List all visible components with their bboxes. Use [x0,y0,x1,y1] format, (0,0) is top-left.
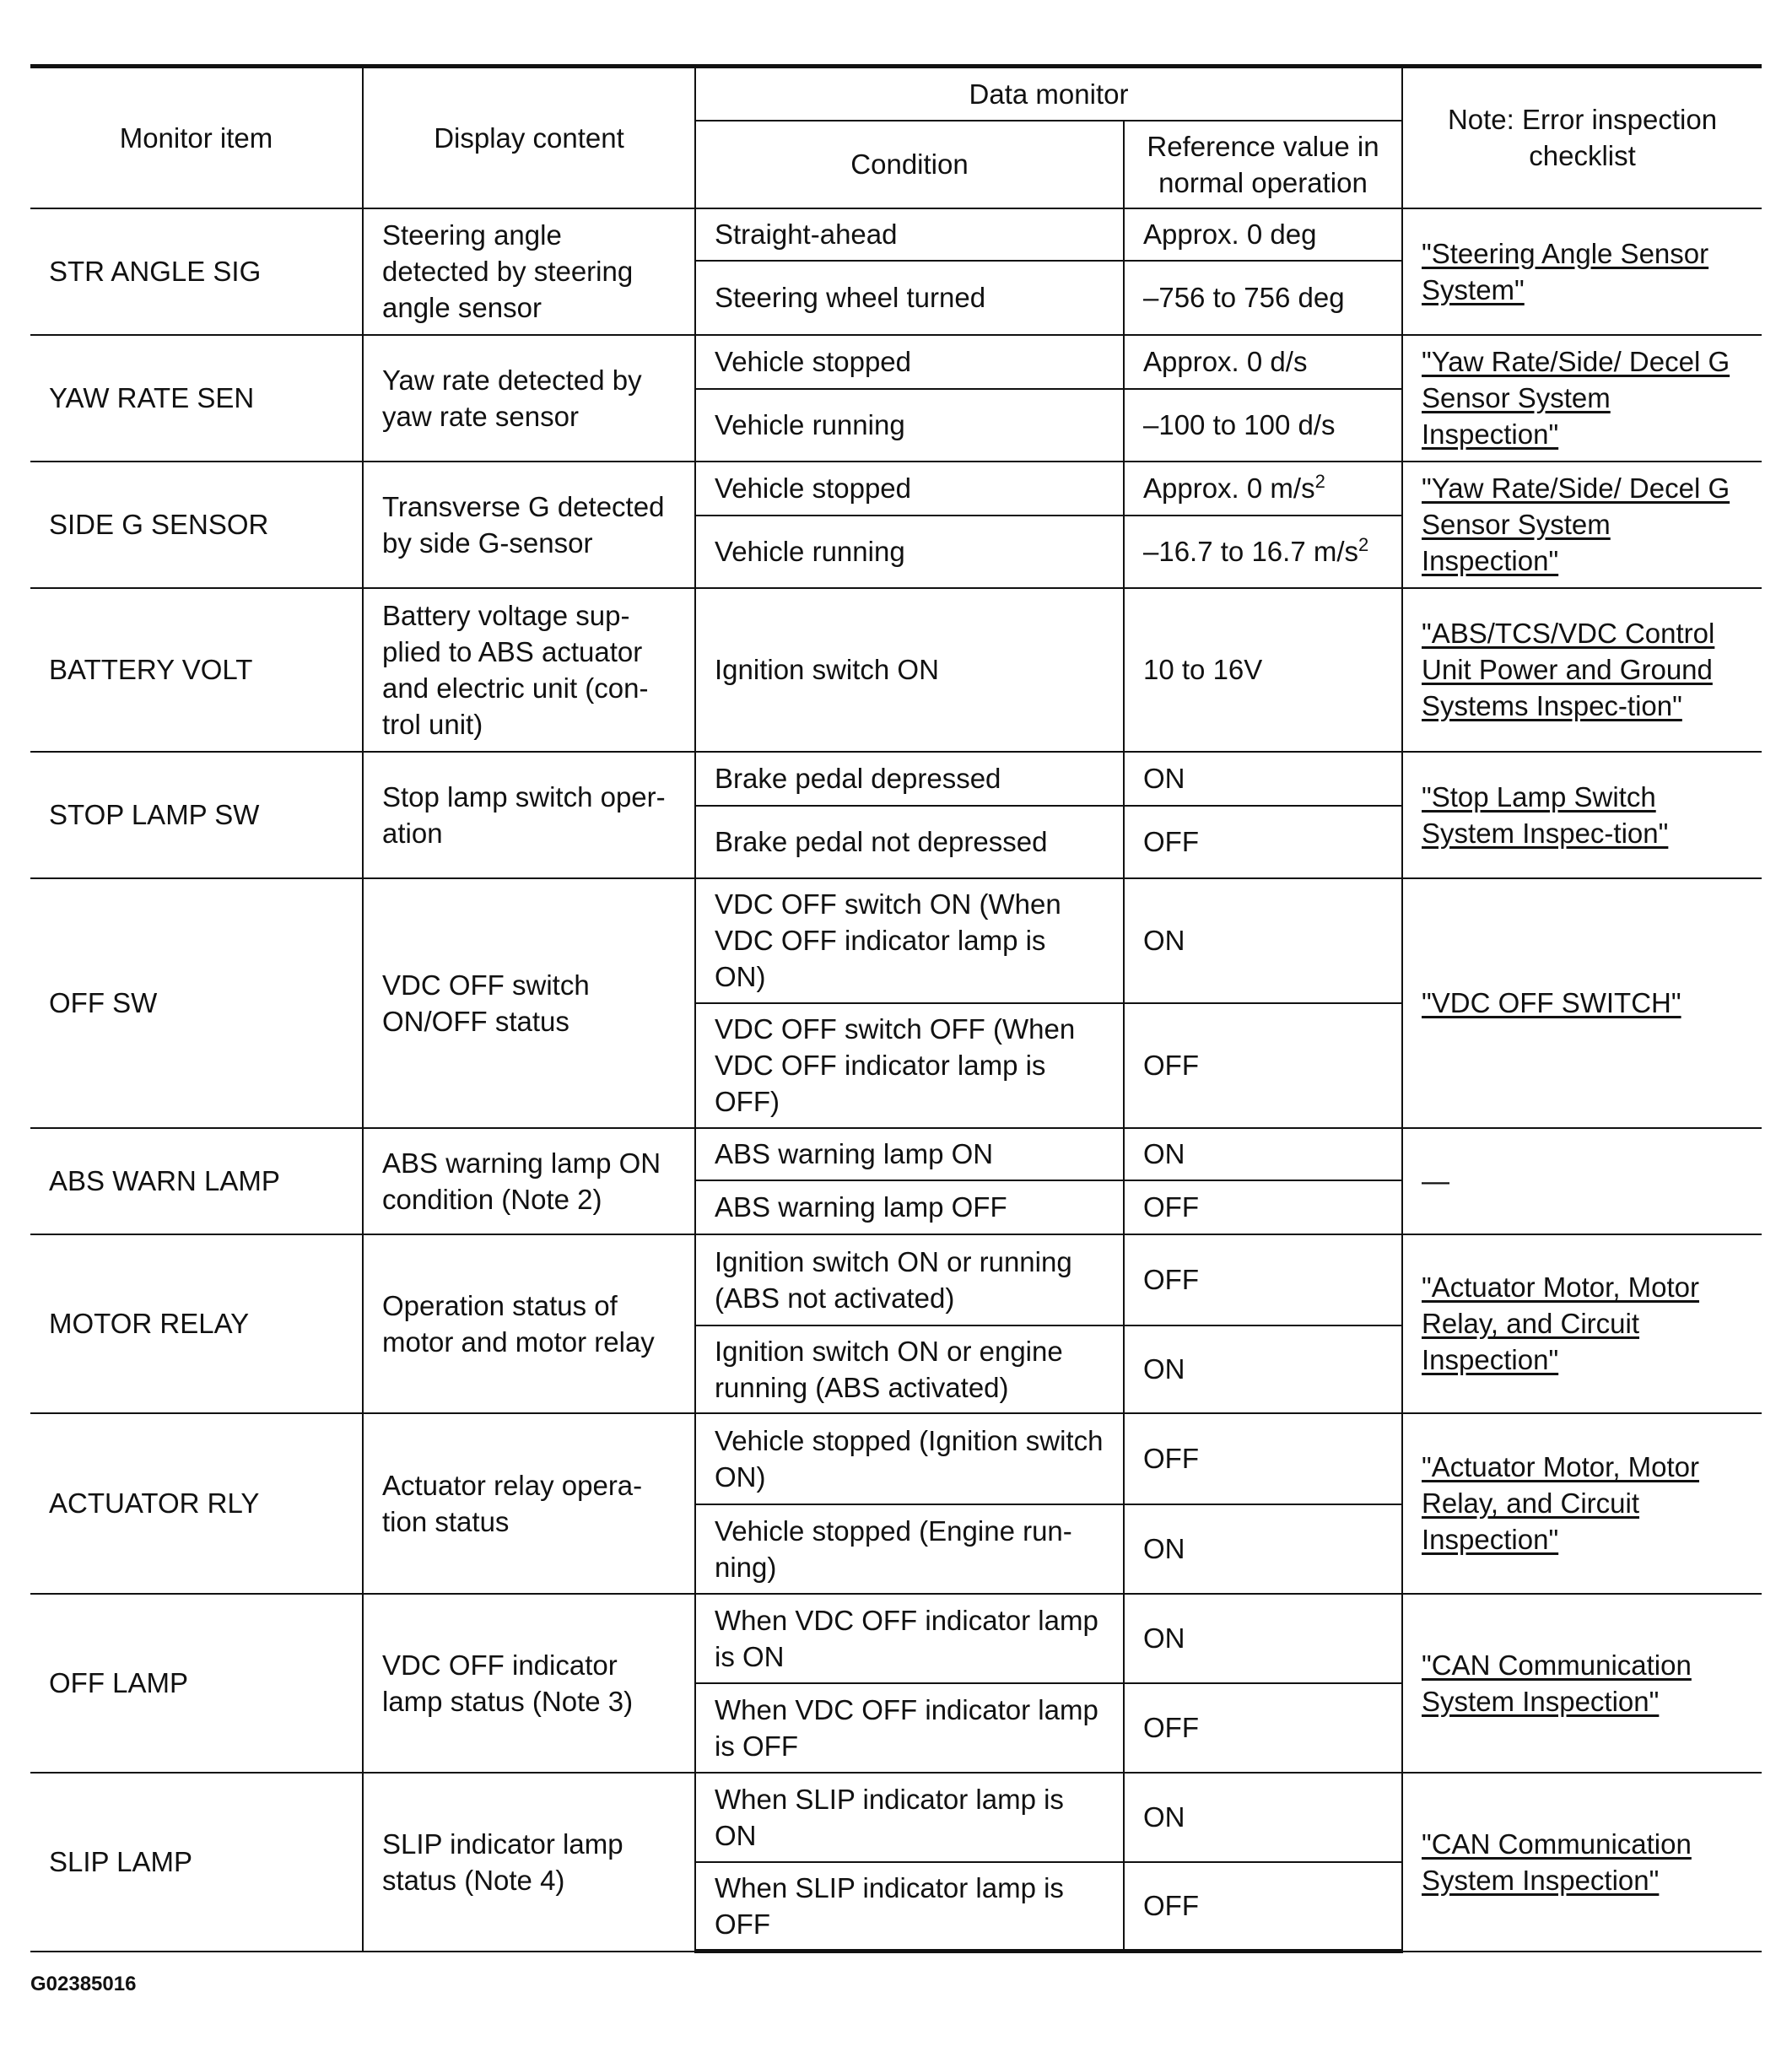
monitor-item-cell: SIDE G SENSOR [30,462,363,588]
condition-cell: ABS warning lamp ON [695,1128,1124,1180]
display-content-cell: Battery voltage sup-plied to ABS actuator and electric unit (con-trol unit) [363,588,695,752]
reference-value-cell [1124,462,1402,516]
reference-value-text: ON [1143,763,1185,794]
header-data-monitor: Data monitor [695,67,1402,121]
reference-value-text: ON [1143,1353,1185,1385]
dash-text: — [1422,1165,1450,1196]
figure-id: G02385016 [30,1973,137,1995]
reference-value-cell [1124,389,1402,462]
display-content-cell: Yaw rate detected by yaw rate sensor [363,335,695,462]
inspection-link[interactable]: "Yaw Rate/Side/ Decel G Sensor System Inspection" [1422,346,1730,450]
monitor-item-cell: STOP LAMP SW [30,752,363,878]
inspection-link[interactable]: "Actuator Motor, Motor Relay, and Circuit Inspection" [1422,1451,1700,1555]
condition-cell: Ignition switch ON or engine running (ABS activated) [695,1325,1124,1413]
table-row [30,878,1762,1003]
reference-value-cell [1124,752,1402,806]
monitor-item-cell: ABS WARN LAMP [30,1128,363,1234]
reference-value-text: ON [1143,1138,1185,1169]
table-row [30,1234,1762,1325]
reference-value-cell [1124,1234,1402,1325]
inspection-link[interactable]: "Actuator Motor, Motor Relay, and Circuit Inspection" [1422,1271,1700,1375]
unit-superscript: 2 [1314,471,1325,492]
condition-cell: Straight-ahead [695,208,1124,261]
condition-cell: Vehicle stopped [695,335,1124,389]
condition-cell: When VDC OFF indicator lamp is OFF [695,1683,1124,1773]
reference-value-cell [1124,1180,1402,1234]
inspection-link[interactable]: "ABS/TCS/VDC Control Unit Power and Ground Systems Inspec-tion" [1422,618,1715,721]
inspection-link-cell [1402,1413,1762,1594]
table-row [30,335,1762,389]
reference-value-text: Approx. 0 deg [1143,219,1317,250]
condition-cell: VDC OFF switch ON (When VDC OFF indicator lamp is ON) [695,878,1124,1003]
table-row [30,1773,1762,1862]
inspection-link-cell [1402,1594,1762,1773]
condition-cell: Ignition switch ON [695,588,1124,752]
header-condition: Condition [695,121,1124,208]
display-content-cell: Operation status of motor and motor relay [363,1234,695,1413]
reference-value-cell [1124,1413,1402,1504]
display-content-cell: ABS warning lamp ON condition (Note 2) [363,1128,695,1234]
unit-superscript: 2 [1358,534,1369,555]
display-content-cell: Steering angle detected by steering angle sensor [363,208,695,335]
condition-cell: Vehicle running [695,516,1124,588]
reference-value-cell [1124,516,1402,588]
display-content-cell: VDC OFF indicator lamp status (Note 3) [363,1594,695,1773]
monitor-item-cell: STR ANGLE SIG [30,208,363,335]
condition-cell: ABS warning lamp OFF [695,1180,1124,1234]
condition-cell: Vehicle stopped (Ignition switch ON) [695,1413,1124,1504]
reference-value-text: OFF [1143,1264,1199,1295]
inspection-link-cell [1402,335,1762,462]
reference-value-cell [1124,208,1402,261]
condition-cell: Ignition switch ON or running (ABS not activated) [695,1234,1124,1325]
reference-value-cell [1124,878,1402,1003]
inspection-link-cell [1402,752,1762,878]
header-monitor-item: Monitor item [30,67,363,208]
reference-value-text: OFF [1143,1712,1199,1743]
inspection-link[interactable]: "Yaw Rate/Side/ Decel G Sensor System Inspection" [1422,472,1730,576]
inspection-link[interactable]: "Steering Angle Sensor System" [1422,237,1709,305]
reference-value-text: ON [1143,1622,1185,1654]
reference-value-text: Approx. 0 m/s [1143,472,1315,504]
display-content-cell: Actuator relay opera-tion status [363,1413,695,1594]
monitor-item-cell: SLIP LAMP [30,1773,363,1952]
inspection-link-cell [1402,878,1762,1128]
table-row [30,752,1762,806]
inspection-link[interactable]: "Stop Lamp Switch System Inspec-tion" [1422,780,1669,849]
reference-value-text: –100 to 100 d/s [1143,409,1336,440]
reference-value-text: –16.7 to 16.7 m/s [1143,536,1358,567]
reference-value-text: OFF [1143,1443,1199,1474]
no-inspection-cell [1402,1128,1762,1234]
condition-cell: When SLIP indicator lamp is OFF [695,1862,1124,1952]
reference-value-text: ON [1143,1533,1185,1564]
inspection-link-cell [1402,1773,1762,1952]
inspection-link[interactable]: "CAN Communication System Inspection" [1422,1828,1692,1896]
monitor-item-cell: ACTUATOR RLY [30,1413,363,1594]
condition-cell: Brake pedal not depressed [695,806,1124,878]
reference-value-cell [1124,1594,1402,1683]
inspection-link-cell [1402,462,1762,588]
condition-cell: When VDC OFF indicator lamp is ON [695,1594,1124,1683]
data-monitor-table [30,64,1762,1953]
monitor-item-cell: OFF SW [30,878,363,1128]
table-row [30,1413,1762,1504]
reference-value-text: –756 to 756 deg [1143,282,1345,313]
reference-value-cell [1124,261,1402,335]
reference-value-text: Approx. 0 d/s [1143,346,1308,377]
reference-value-cell [1124,1773,1402,1862]
condition-cell: Vehicle running [695,389,1124,462]
reference-value-text: OFF [1143,1191,1199,1223]
reference-value-cell [1124,1683,1402,1773]
reference-value-text: OFF [1143,1890,1199,1922]
display-content-cell: VDC OFF switch ON/OFF status [363,878,695,1128]
inspection-link-cell [1402,1234,1762,1413]
reference-value-cell [1124,1862,1402,1952]
table-body [30,208,1762,1952]
display-content-cell: SLIP indicator lamp status (Note 4) [363,1773,695,1952]
reference-value-cell [1124,1504,1402,1594]
reference-value-text: ON [1143,925,1185,956]
inspection-link[interactable]: "VDC OFF SWITCH" [1422,987,1681,1018]
table-row [30,1594,1762,1683]
table-header [30,67,1762,208]
table-row [30,1128,1762,1180]
reference-value-text: OFF [1143,1050,1199,1081]
reference-value-text: ON [1143,1801,1185,1833]
condition-cell: Vehicle stopped (Engine run-ning) [695,1504,1124,1594]
header-note: Note: Error inspection checklist [1402,67,1762,208]
monitor-item-cell: MOTOR RELAY [30,1234,363,1413]
inspection-link-cell [1402,588,1762,752]
monitor-item-cell: BATTERY VOLT [30,588,363,752]
condition-cell: When SLIP indicator lamp is ON [695,1773,1124,1862]
reference-value-cell [1124,1003,1402,1128]
condition-cell: Steering wheel turned [695,261,1124,335]
reference-value-cell [1124,335,1402,389]
condition-cell: Vehicle stopped [695,462,1124,516]
reference-value-text: OFF [1143,826,1199,857]
display-content-cell: Transverse G detected by side G-sensor [363,462,695,588]
table-row [30,208,1762,261]
reference-value-cell [1124,806,1402,878]
header-display-content: Display content [363,67,695,208]
reference-value-text: 10 to 16V [1143,654,1263,685]
inspection-link-cell [1402,208,1762,335]
monitor-item-cell: OFF LAMP [30,1594,363,1773]
reference-value-cell [1124,588,1402,752]
monitor-item-cell: YAW RATE SEN [30,335,363,462]
reference-value-cell [1124,1325,1402,1413]
display-content-cell: Stop lamp switch oper-ation [363,752,695,878]
table-row [30,588,1762,752]
table-row [30,462,1762,516]
condition-cell: Brake pedal depressed [695,752,1124,806]
condition-cell: VDC OFF switch OFF (When VDC OFF indicator lamp is OFF) [695,1003,1124,1128]
header-reference-value: Reference value in normal operation [1124,121,1402,208]
reference-value-cell [1124,1128,1402,1180]
inspection-link[interactable]: "CAN Communication System Inspection" [1422,1649,1692,1717]
